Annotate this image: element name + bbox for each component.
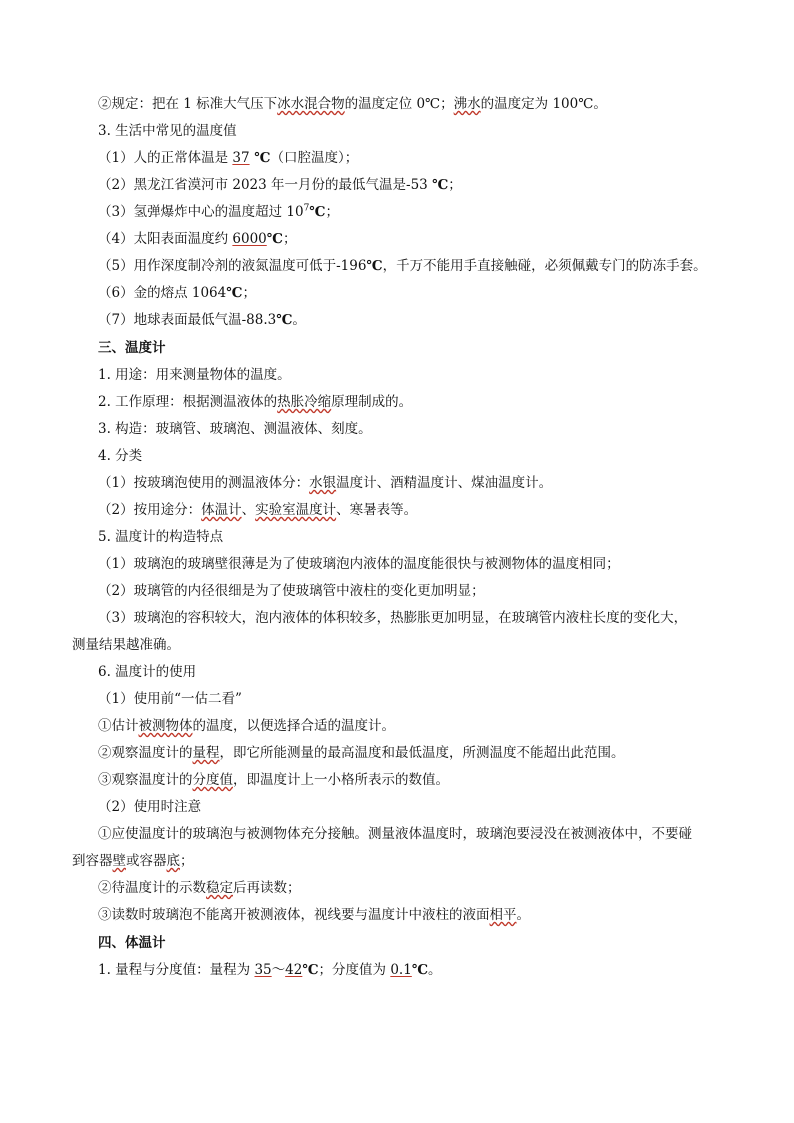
keyword-boiling-water: 沸水 bbox=[453, 96, 481, 112]
list-item bbox=[98, 905, 794, 925]
blank-answer: 42 bbox=[285, 962, 303, 978]
text: （6）金的熔点 1064 bbox=[98, 285, 227, 301]
text: （1）按玻璃泡使用的测温液体分： bbox=[98, 475, 310, 491]
text: ； bbox=[180, 853, 194, 869]
paragraph: 3. 构造：玻璃管、玻璃泡、测温液体、刻度。 bbox=[98, 421, 372, 437]
text: （口腔温度）； bbox=[270, 150, 359, 166]
text: 。 bbox=[292, 312, 306, 328]
text: ③读数时玻璃泡不能离开被测液体，视线要与温度计中液柱的液面 bbox=[98, 907, 490, 923]
text: ； bbox=[448, 177, 462, 193]
text: （2）按用途分： bbox=[98, 502, 202, 518]
list-item: （1）玻璃泡的玻璃壁很薄是为了使玻璃泡内液体的温度能很快与被测物体的温度相同； bbox=[98, 556, 620, 572]
text: 2. 工作原理：根据测温液体的 bbox=[98, 394, 278, 410]
text: （3）氢弹爆炸中心的温度超过 10 bbox=[98, 204, 304, 220]
blank-answer: 37 bbox=[232, 150, 250, 166]
paragraph bbox=[98, 960, 794, 980]
text: ②待温度计的示数 bbox=[98, 880, 206, 896]
keyword-ice-water: 冰水混合物 bbox=[277, 96, 345, 112]
paragraph bbox=[98, 392, 794, 412]
paragraph: 5. 温度计的构造特点 bbox=[98, 529, 224, 545]
definition-line bbox=[98, 94, 794, 114]
exponent: 7 bbox=[303, 203, 310, 214]
keyword-thermal-expansion: 热胀冷缩 bbox=[277, 394, 332, 410]
keyword-clinical-thermometer: 体温计 bbox=[201, 502, 242, 518]
text: ，千万不能用手直接触碰，必须佩戴专门的防冻手套。 bbox=[382, 258, 707, 274]
text: ； bbox=[242, 285, 256, 301]
keyword-lab-thermometer: 实验室温度计 bbox=[255, 502, 337, 518]
paragraph: 4. 分类 bbox=[98, 448, 143, 464]
keyword-measured-object: 被测物体 bbox=[138, 718, 193, 734]
blank-answer: 35 bbox=[254, 962, 272, 978]
text: 、寒暑表等。 bbox=[336, 502, 418, 518]
list-item bbox=[98, 878, 794, 898]
text: 温度计、酒精温度计、煤油温度计。 bbox=[336, 475, 553, 491]
text: 的温度，以便选择合适的温度计。 bbox=[192, 718, 395, 734]
section-heading: 三、温度计 bbox=[98, 340, 166, 356]
keyword-mercury: 水银 bbox=[309, 475, 337, 491]
list-item bbox=[98, 770, 794, 790]
list-item: （1）使用前“一估二看” bbox=[98, 691, 242, 707]
list-item-continuation: 测量结果越准确。 bbox=[72, 637, 180, 653]
text: ； bbox=[282, 231, 297, 247]
keyword-wall: 壁 bbox=[112, 853, 126, 869]
text: 后再读数； bbox=[233, 880, 301, 896]
text: ①估计 bbox=[98, 718, 139, 734]
list-item: ①应使温度计的玻璃泡与被测物体充分接触。测量液体温度时，玻璃泡要浸没在被测液体中，不要碰 bbox=[98, 826, 692, 842]
list-item bbox=[98, 310, 794, 330]
text: 。 bbox=[516, 907, 530, 923]
text: （1）人的正常体温是 bbox=[98, 150, 233, 166]
text: ； bbox=[325, 204, 339, 220]
list-item: （2）使用时注意 bbox=[98, 799, 202, 815]
text: 的温度定为 100℃。 bbox=[480, 96, 607, 112]
unit: ℃ bbox=[411, 962, 428, 978]
text: （2）黑龙江省漠河市 2023 年一月份的最低气温是-53 bbox=[98, 177, 433, 193]
list-item bbox=[98, 202, 794, 222]
unit: ℃ bbox=[249, 150, 271, 166]
list-item: （2）玻璃管的内径很细是为了使玻璃管中液柱的变化更加明显； bbox=[98, 583, 485, 599]
text: 或容器 bbox=[126, 853, 167, 869]
paragraph: 1. 用途：用来测量物体的温度。 bbox=[98, 367, 291, 383]
section-subtitle: 3. 生活中常见的温度值 bbox=[98, 123, 237, 139]
text: 。 bbox=[428, 962, 442, 978]
text: ②规定：把在 1 标准大气压下 bbox=[98, 96, 278, 112]
text: （4）太阳表面温度约 bbox=[98, 231, 233, 247]
list-item bbox=[98, 500, 794, 520]
unit: ℃ bbox=[226, 285, 243, 301]
text: （5）用作深度制冷剂的液氮温度可低于-196 bbox=[98, 258, 367, 274]
text: ～ bbox=[271, 962, 286, 978]
list-item bbox=[98, 716, 794, 736]
text: 的温度定位 0℃； bbox=[344, 96, 454, 112]
keyword-level: 相平 bbox=[489, 907, 517, 923]
list-item: （3）玻璃泡的容积较大，泡内液体的体积较多，热膨胀更加明显，在玻璃管内液柱长度的变化大， bbox=[98, 610, 688, 626]
text: 1. 量程与分度值：量程为 bbox=[98, 962, 255, 978]
unit: ℃ bbox=[309, 204, 326, 220]
list-item bbox=[98, 148, 794, 168]
list-item bbox=[98, 175, 794, 195]
text: ，即温度计上一小格所表示的数值。 bbox=[233, 772, 449, 788]
list-item bbox=[98, 473, 794, 493]
keyword-range: 量程 bbox=[192, 745, 220, 761]
text: ；分度值为 bbox=[318, 962, 391, 978]
list-item bbox=[98, 743, 794, 763]
text: （7）地球表面最低气温-88.3 bbox=[98, 312, 277, 328]
list-item bbox=[98, 229, 794, 249]
unit: ℃ bbox=[366, 258, 383, 274]
text: 到容器 bbox=[72, 853, 113, 869]
list-item-continuation bbox=[72, 851, 794, 871]
text: 原理制成的。 bbox=[331, 394, 413, 410]
keyword-stable: 稳定 bbox=[206, 880, 233, 896]
unit: ℃ bbox=[432, 177, 449, 193]
blank-answer: 6000 bbox=[232, 231, 267, 247]
list-item bbox=[98, 256, 794, 276]
paragraph: 6. 温度计的使用 bbox=[98, 664, 197, 680]
text: ，即它所能测量的最高温度和最低温度，所测温度不能超出此范围。 bbox=[219, 745, 625, 761]
unit: ℃ bbox=[266, 231, 283, 247]
text: ②观察温度计的 bbox=[98, 745, 193, 761]
unit: ℃ bbox=[302, 962, 319, 978]
list-item bbox=[98, 283, 794, 303]
keyword-bottom: 底 bbox=[166, 853, 180, 869]
section-heading: 四、体温计 bbox=[98, 935, 166, 951]
unit: ℃ bbox=[276, 312, 293, 328]
blank-answer: 0.1 bbox=[390, 962, 412, 978]
text: 、 bbox=[241, 502, 256, 518]
text: ③观察温度计的 bbox=[98, 772, 193, 788]
keyword-division-value: 分度值 bbox=[192, 772, 233, 788]
